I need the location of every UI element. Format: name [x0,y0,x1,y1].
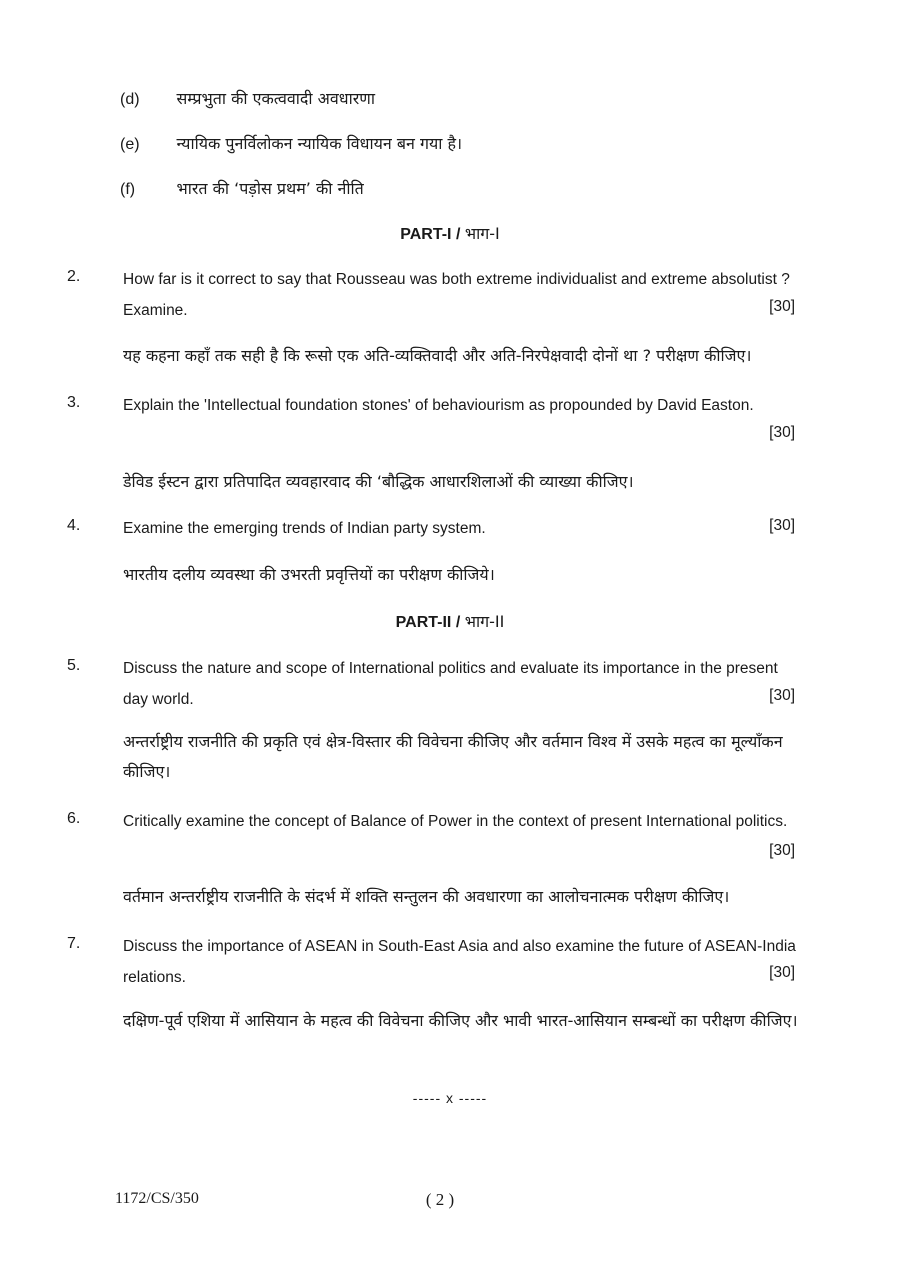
part-2-heading [0,610,900,632]
sub-item-text: सम्प्रभुता की एकत्ववादी अवधारणा [176,89,375,108]
question-text-en: How far is it correct to say that Rousseau was both extreme individualist and extreme absolutist ? Examine. [123,271,790,319]
question-text-en: Discuss the importance of ASEAN in South-East Asia and also examine the future of ASEAN-India relations. [123,938,796,986]
question-text-en: Discuss the nature and scope of International politics and evaluate its importance in the present day world. [123,660,778,708]
sub-item-label: (f) [120,181,136,198]
question-text-en: Critically examine the concept of Balance of Power in the context of present International politics. [123,813,788,830]
paper-code: 1172/CS/350 [115,1190,199,1207]
question-text-hi: अन्तर्राष्ट्रीय राजनीति की प्रकृति एवं क्षेत्र-विस्तार की विवेचना कीजिए और वर्तमान विश्व में उसके महत्व का मूल्याँकन कीजिए। [123,732,783,781]
end-of-paper-mark: ----- x ----- [412,1090,488,1106]
question-marks: [30] [769,842,795,859]
sub-item-f [120,177,364,199]
question-number: 5. [67,657,81,674]
question-number: 2. [67,268,81,285]
question-number: 4. [67,517,81,534]
sub-item-text: भारत की ‘पड़ोस प्रथम’ की नीति [176,179,364,198]
question-text-hi: वर्तमान अन्तर्राष्ट्रीय राजनीति के संदर्भ में शक्ति सन्तुलन की अवधारणा का आलोचनात्मक परीक्षण कीजिए। [123,887,730,906]
question-marks: [30] [769,298,795,315]
sub-item-d [120,87,375,109]
question-number: 3. [67,394,81,411]
question-text-hi: डेविड ईस्टन द्वारा प्रतिपादित व्यवहारवाद की ‘बौद्धिक आधारशिलाओं की व्याख्या कीजिए। [123,472,634,491]
question-marks: [30] [769,517,795,534]
part-heading-en: PART-II [395,614,452,631]
question-number: 7. [67,935,81,952]
part-heading-separator: / [455,614,461,631]
question-text-hi: भारतीय दलीय व्यवस्था की उभरती प्रवृत्तियों का परीक्षण कीजिये। [123,565,495,584]
part-heading-hi: भाग-II [464,612,505,631]
question-number: 6. [67,810,81,827]
page-number: ( 2 ) [425,1190,455,1209]
question-text-hi: यह कहना कहाँ तक सही है कि रूसो एक अति-व्यक्तिवादी और अति-निरपेक्षवादी दोनों था ? परीक्षण कीजिए। [123,346,752,365]
question-marks: [30] [769,687,795,704]
sub-item-e [120,132,462,154]
sub-item-label: (e) [120,136,140,153]
part-1-heading [0,222,900,244]
part-heading-separator: / [455,226,461,243]
question-text-hi: दक्षिण-पूर्व एशिया में आसियान के महत्व की विवेचना कीजिए और भावी भारत-आसियान सम्बन्धों का परीक्षण कीजिए। [123,1011,798,1030]
sub-item-label: (d) [120,91,140,108]
question-text-en: Explain the 'Intellectual foundation stones' of behaviourism as propounded by David Easton. [123,397,754,414]
part-heading-en: PART-I [400,226,452,243]
sub-item-text: न्यायिक पुनर्विलोकन न्यायिक विधायन बन गया है। [176,134,463,153]
question-text-en: Examine the emerging trends of Indian party system. [123,520,486,537]
question-marks: [30] [769,964,795,981]
question-marks: [30] [769,424,795,441]
part-heading-hi: भाग-I [464,224,500,243]
